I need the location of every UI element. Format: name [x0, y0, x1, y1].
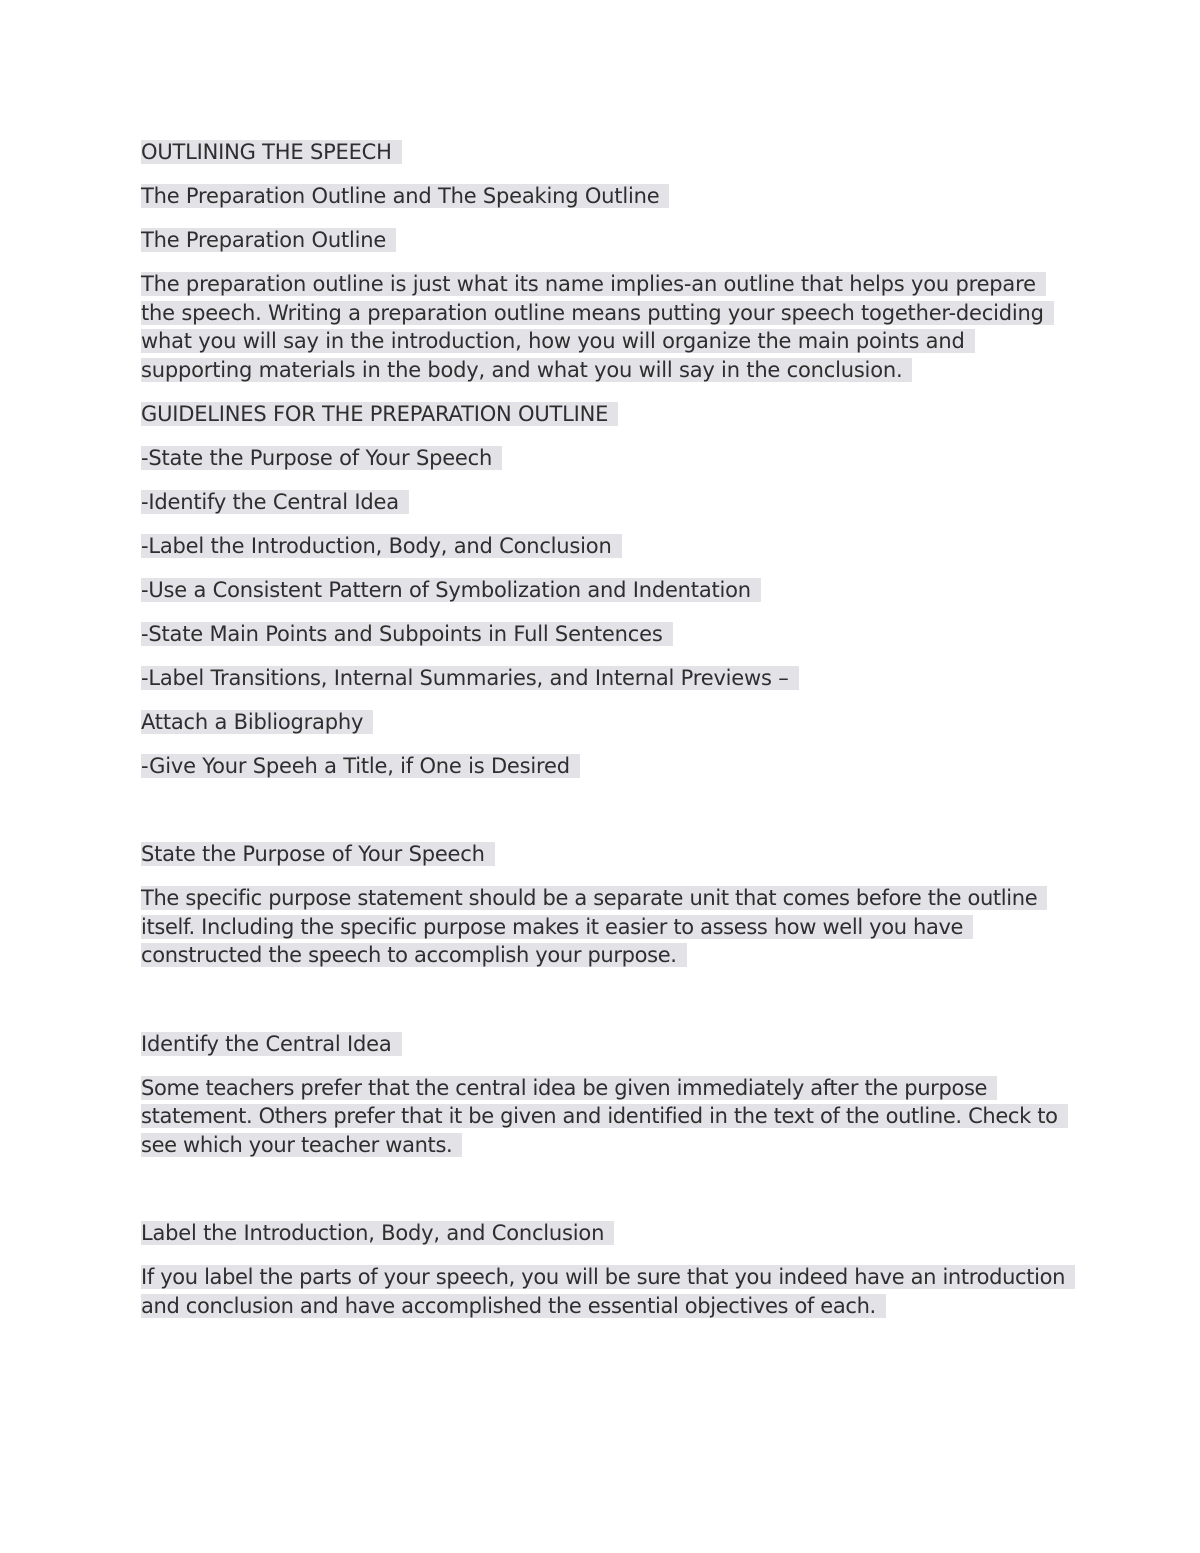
section-purpose-body: The specific purpose statement should be a separate unit that comes before the outline itself. Including the specific purpose makes it easier to assess how well you have constructed the speech to accomplish your purpose. [141, 884, 1071, 970]
guideline-item: -Use a Consistent Pattern of Symbolization and Indentation [141, 576, 1071, 605]
section-label-parts-heading: Label the Introduction, Body, and Conclusion [141, 1219, 1071, 1248]
section-purpose-heading: State the Purpose of Your Speech [141, 840, 1071, 869]
section-central-idea-body: Some teachers prefer that the central idea be given immediately after the purpose statement. Others prefer that it be given and identified in the text of the outline. Check to see which your teacher wants. [141, 1074, 1071, 1160]
intro-paragraph: The preparation outline is just what its name implies-an outline that helps you prepare the speech. Writing a preparation outline means putting your speech together-deciding what you will say in the introduction, how you will organize the main points and supporting materials in the body, and what you will say in the conclusion. [141, 270, 1071, 384]
guideline-item: -Label Transitions, Internal Summaries, and Internal Previews – [141, 664, 1071, 693]
guideline-item: -Identify the Central Idea [141, 488, 1071, 517]
section-label-parts-body: If you label the parts of your speech, you will be sure that you indeed have an introduction and conclusion and have accomplished the essential objectives of each. [141, 1263, 1071, 1320]
guidelines-heading: GUIDELINES FOR THE PREPARATION OUTLINE [141, 400, 1071, 429]
guideline-item: -Label the Introduction, Body, and Conclusion [141, 532, 1071, 561]
document-content [141, 138, 1071, 1320]
guideline-item: -State Main Points and Subpoints in Full Sentences [141, 620, 1071, 649]
section-heading: The Preparation Outline [141, 226, 1071, 255]
guideline-item: -Give Your Speeh a Title, if One is Desired [141, 752, 1071, 781]
document-title: OUTLINING THE SPEECH [141, 138, 1071, 167]
guideline-item: Attach a Bibliography [141, 708, 1071, 737]
guideline-item: -State the Purpose of Your Speech [141, 444, 1071, 473]
document-subtitle: The Preparation Outline and The Speaking Outline [141, 182, 1071, 211]
section-central-idea-heading: Identify the Central Idea [141, 1030, 1071, 1059]
